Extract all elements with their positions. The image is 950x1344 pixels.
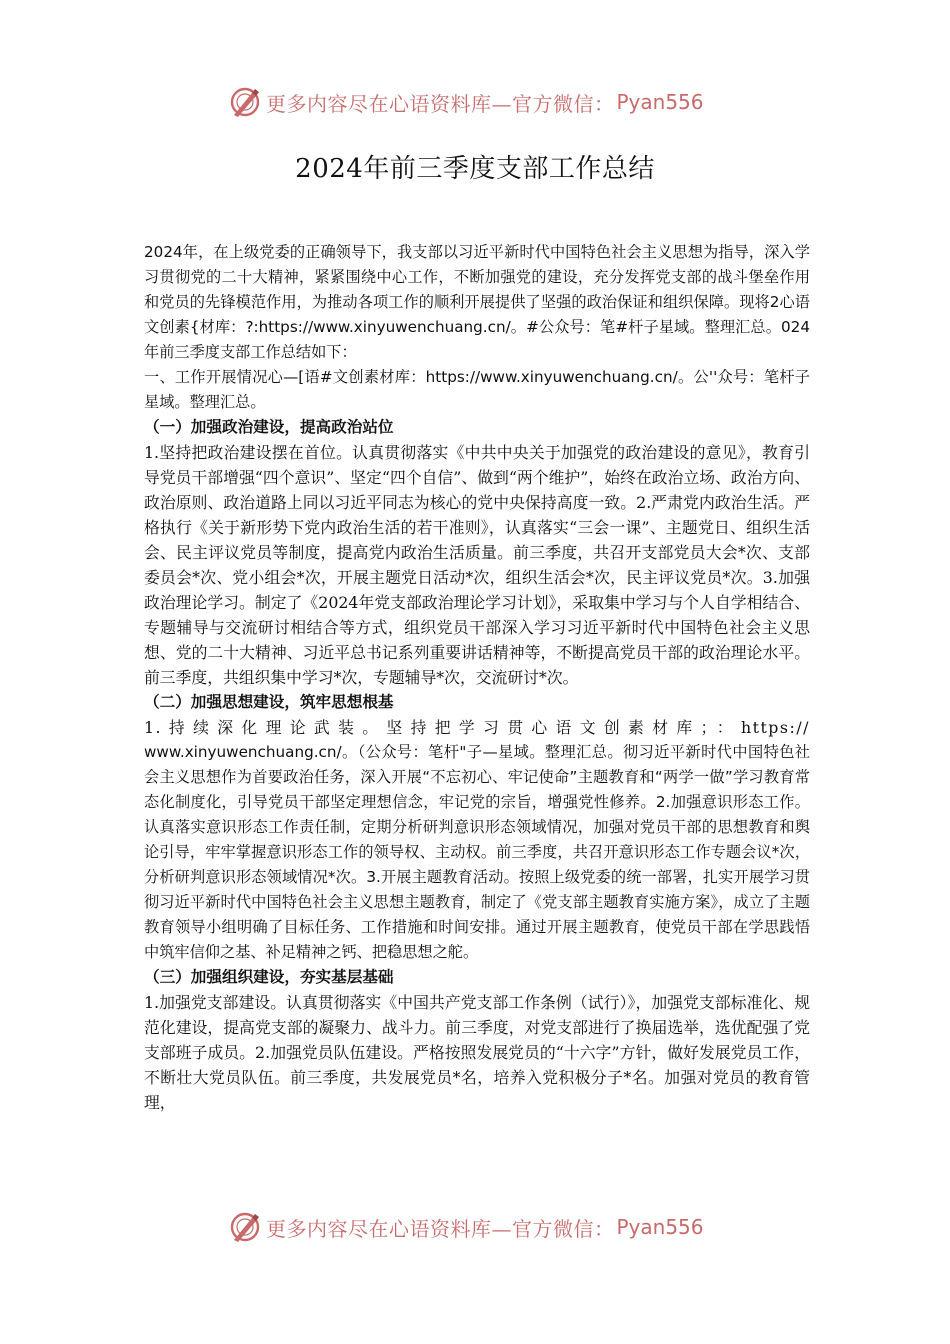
ideological-building-first-line: 1.持续深化理论武装。坚持把学习贯心语文创素材库；：https:// <box>144 718 810 737</box>
document-body <box>144 240 810 1115</box>
organizational-building-paragraph: 1.加强党支部建设。认真贯彻落实《中国共产党支部工作条例（试行）》，加强党支部标准化、规范化建设，提高党支部的凝聚力、战斗力。前三季度，对党支部进行了换届选举，选优配强了党支部班子成员。2.加强党员队伍建设。严格按照发展党员的“十六字”方针，做好发展党员工作，不断壮大党员队伍。前三季度，共发展党员*名，培养入党积极分子*名。加强对党员的教育管理， <box>144 993 810 1112</box>
footer-watermark-banner <box>228 1207 704 1247</box>
banner-text: 更多内容尽在心语资料库—官方微信： <box>266 91 615 116</box>
pen-logo-icon <box>228 85 262 119</box>
banner-text: 更多内容尽在心语资料库—官方微信： <box>266 1216 615 1241</box>
intro-paragraph: 2024年，在上级党委的正确领导下，我支部以习近平新时代中国特色社会主义思想为指导，深入学习贯彻党的二十大精神，紧紧围绕中心工作，不断加强党的建设，充分发挥党支部的战斗堡垒作用和党员的先锋模范作用，为推动各项工作的顺利开展提供了坚强的政治保证和组织保障。现将2心语文创素{材库：?:https://www.xinyuwenchuang.cn/。#公众号：笔#杆子星域。整理汇总。024年前三季度支部工作总结如下： <box>144 243 810 361</box>
political-building-paragraph: 1.坚持把政治建设摆在首位。认真贯彻落实《中共中央关于加强党的政治建设的意见》，教育引导党员干部增强“四个意识”、坚定“四个自信”、做到“两个维护”，始终在政治立场、政治方向、政治原则、政治道路上同以习近平同志为核心的党中央保持高度一致。2.严肃党内政治生活。严格执行《关于新形势下党内政治生活的若干准则》，认真落实“三会一课”、主题党日、组织生活会、民主评议党员等制度，提高党内政治生活质量。前三季度，共召开支部党员大会*次、支部委员会*次、党小组会*次，开展主题党日活动*次，组织生活会*次，民主评议党员*次。3.加强政治理论学习。制定了《2024年党支部政治理论学习计划》，采取集中学习与个人自学相结合、专题辅导与交流研讨相结合等方式，组织党员干部深入学习习近平新时代中国特色社会主义思想、党的二十大精神、习近平总书记系列重要讲话精神等，不断提高党员干部的政治理论水平。前三季度，共组织集中学习*次，专题辅导*次，交流研讨*次。 <box>144 443 810 687</box>
banner-wechat-id: Pyan556 <box>616 90 704 114</box>
pen-logo-icon <box>228 1210 262 1244</box>
ideological-building-paragraph: www.xinyuwenchuang.cn/。（公众号：笔杆"子—星域。整理汇总。彻习近平新时代中国特色社会主义思想作为首要政治任务，深入开展“不忘初心、牢记使命”主题教育和“两学一做”学习教育常态化制度化，引导党员干部坚定理想信念，牢记党的宗旨，增强党性修养。2.加强意识形态工作。认真落实意识形态工作责任制，定期分析研判意识形态领域情况，加强对党员干部的思想教育和舆论引导，牢牢掌握意识形态工作的领导权、主动权。前三季度，共召开意识形态工作专题会议*次，分析研判意识形态领域情况*次。3.开展主题教育活动。按照上级党委的统一部署，扎实开展学习贯彻习近平新时代中国特色社会主义思想主题教育，制定了《党支部主题教育实施方案》，成立了主题教育领导小组明确了目标任务、工作措施和时间安排。通过开展主题教育，使党员干部在学思践悟中筑牢信仰之基、补足精神之钙、把稳思想之舵。 <box>144 743 810 961</box>
header-watermark-banner <box>228 82 704 122</box>
subheading-organizational-building: （三）加强组织建设，夯实基层基础 <box>144 968 394 986</box>
section-heading-work-status: 一、工作开展情况心—[语#文创素材库：https://www.xinyuwenchuang.cn/。公''众号：笔杆子星域。整理汇总。 <box>144 368 810 411</box>
document-title: 2024年前三季度支部工作总结 <box>295 154 655 184</box>
subheading-political-building: （一）加强政治建设，提高政治站位 <box>144 418 394 436</box>
subheading-ideological-building: （二）加强思想建设，筑牢思想根基 <box>144 693 394 711</box>
banner-wechat-id: Pyan556 <box>616 1215 704 1239</box>
